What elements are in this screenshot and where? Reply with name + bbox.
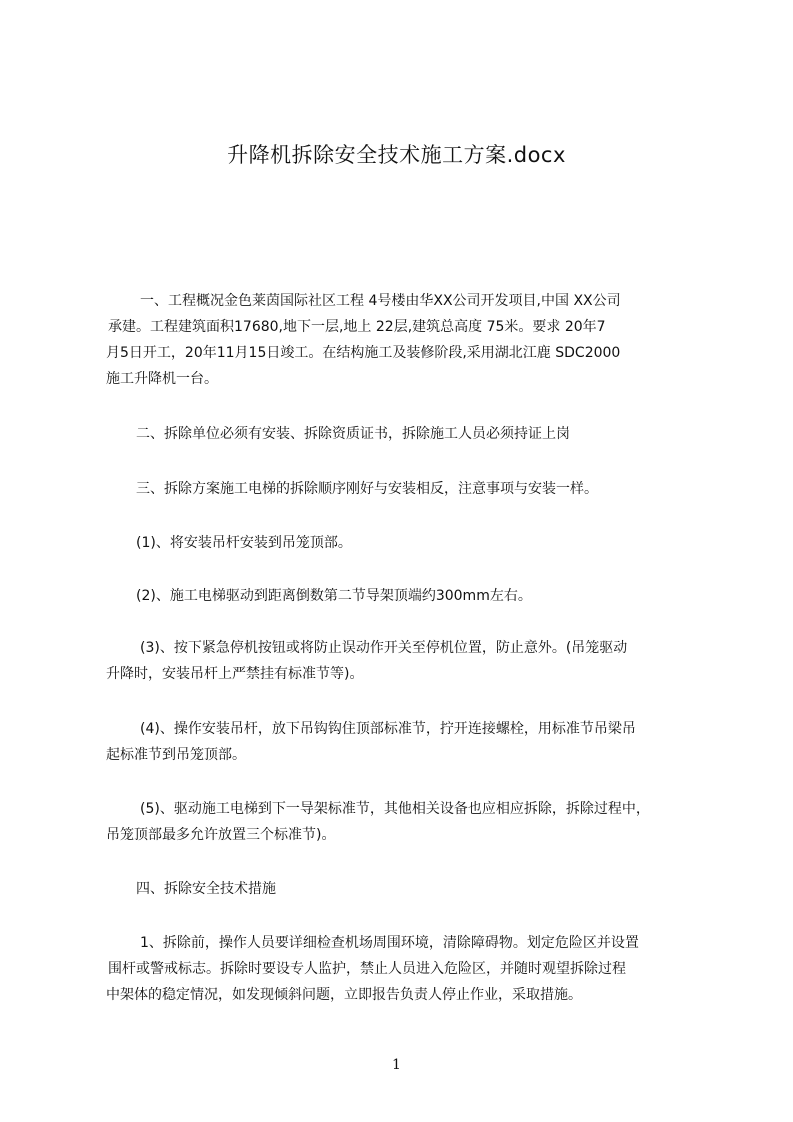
paragraph-qualification [106,421,716,447]
paragraph-safety-measure-1 [106,930,716,1008]
paragraph-line: 施工升降机一台。 [106,371,218,387]
paragraph-line: 承建。工程建筑面积17680,地下一层,地上 22层,建筑总高度 75米。要求 20年7 [108,319,606,335]
paragraph-line: 一、工程概况金色莱茵国际社区工程 4号楼由华XX公司开发项目,中国 XX公司 [140,293,621,309]
paragraph-project-overview [106,288,716,392]
paragraph-line: (5)、驱动施工电梯到下一导架标准节，其他相关设备也应相应拆除，拆除过程中， [140,801,650,817]
paragraph-step-3 [106,635,716,687]
paragraph-line: 二、拆除单位必须有安装、拆除资质证书，拆除施工人员必须持证上岗 [136,426,570,442]
paragraph-line: (2)、施工电梯驱动到距离倒数第二节导架顶端约300mm左右。 [136,588,532,604]
paragraph-line: 1、拆除前，操作人员要详细检查机场周围环境，清除障碍物。划定危险区并设置 [140,935,639,951]
paragraph-line: 四、拆除安全技术措施 [136,881,276,897]
paragraph-line: (1)、将安装吊杆安装到吊笼顶部。 [136,535,352,551]
paragraph-line: 三、拆除方案施工电梯的拆除顺序刚好与安装相反，注意事项与安装一样。 [136,481,598,497]
paragraph-step-5 [106,796,716,848]
paragraph-line: 升降时，安装吊杆上严禁挂有标准节等)。 [106,666,364,682]
paragraph-line: 中架体的稳定情况，如发现倾斜问题，立即报告负责人停止作业，采取措施。 [106,987,582,1003]
paragraph-step-2 [106,583,716,609]
paragraph-removal-plan [106,476,716,502]
paragraph-line: (4)、操作安装吊杆，放下吊钩钩住顶部标准节，拧开连接螺栓，用标准节吊梁吊 [140,721,636,737]
paragraph-line: 吊笼顶部最多允许放置三个标准节)。 [106,827,336,843]
paragraph-line: 围杆或警戒标志。拆除时要设专人监护，禁止人员进入危险区，并随时观望拆除过程 [108,961,626,977]
paragraph-line: 月5日开工，20年11月15日竣工。在结构施工及装修阶段,采用湖北江鹿 SDC2000 [106,345,621,361]
paragraph-line: 起标准节到吊笼顶部。 [106,747,246,763]
document-title: 升降机拆除安全技术施工方案.docx [227,143,566,167]
page-number: 1 [392,1057,401,1073]
paragraph-step-1 [106,530,716,556]
section-heading-safety-measures [106,876,716,902]
paragraph-line: (3)、按下紧急停机按钮或将防止误动作开关至停机位置，防止意外。(吊笼驱动 [140,640,628,656]
paragraph-step-4 [106,716,716,768]
